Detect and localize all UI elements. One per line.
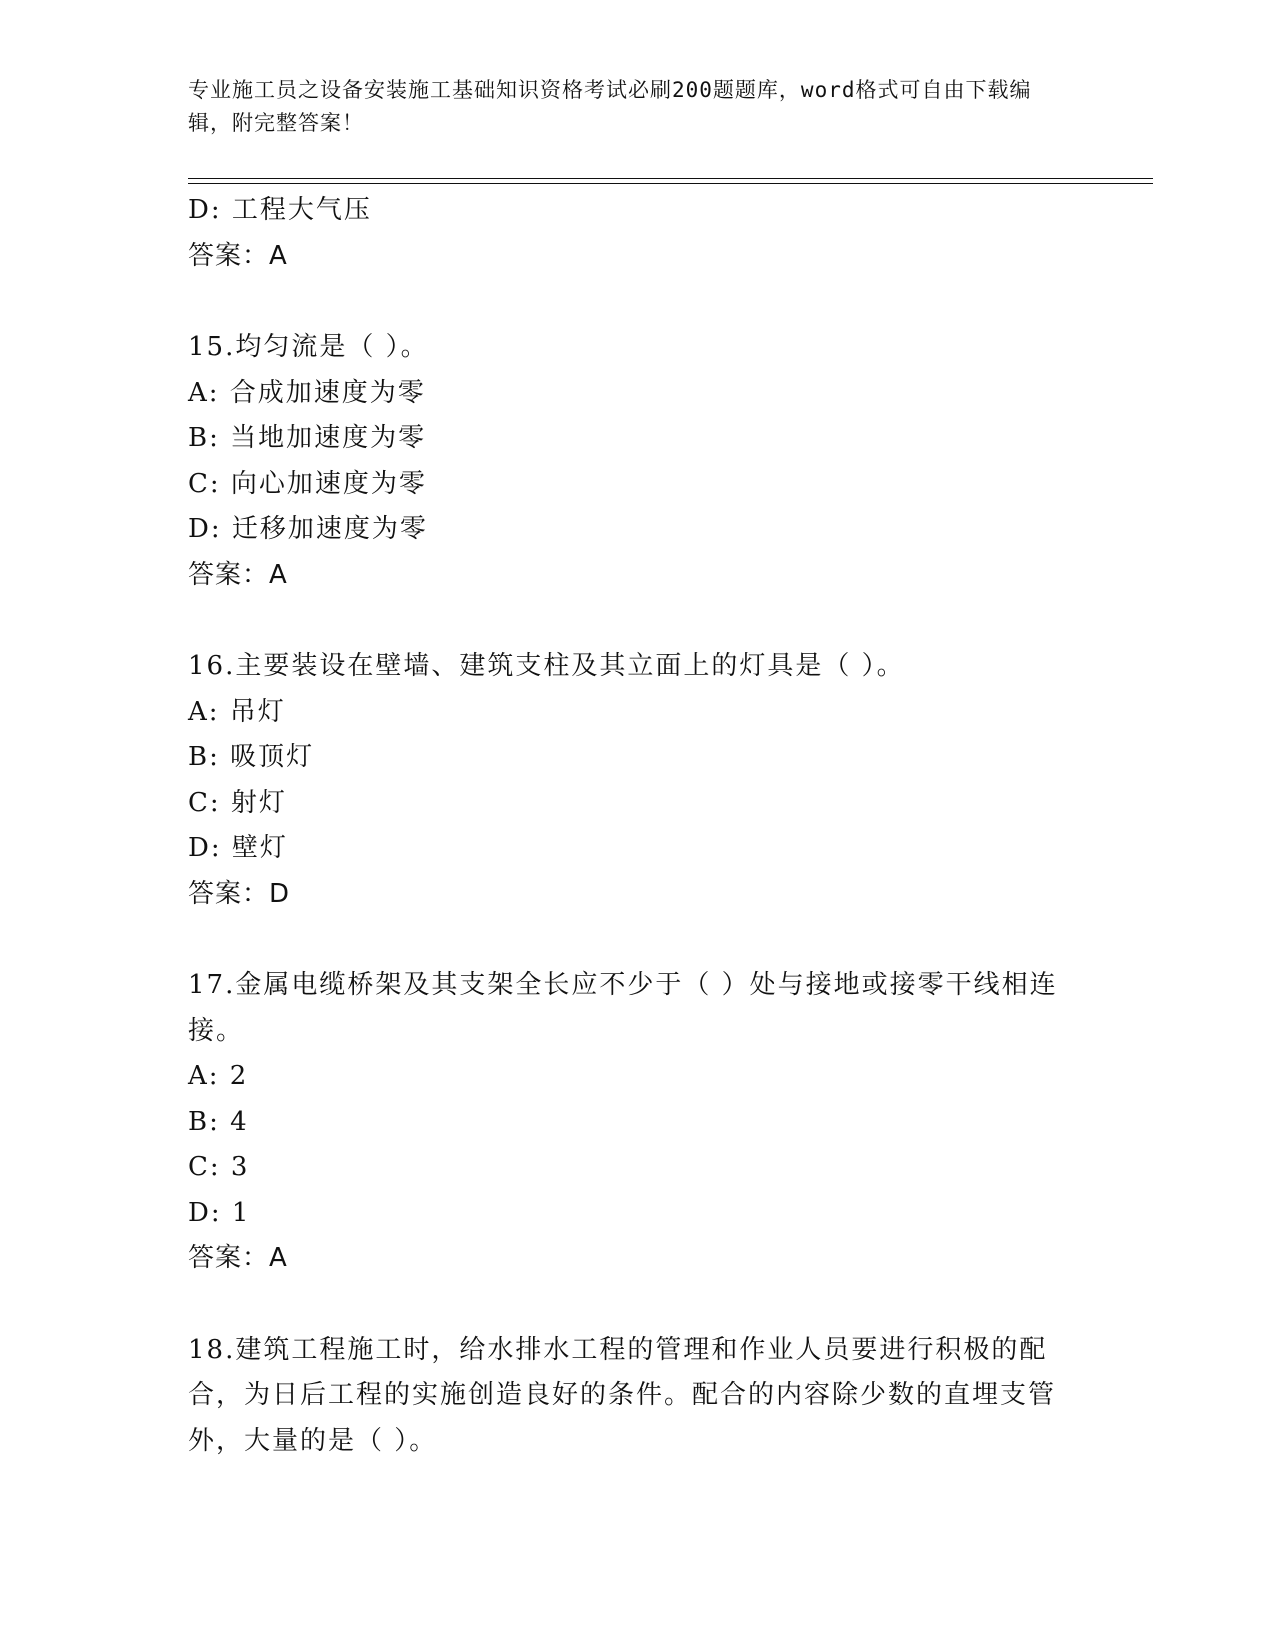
question-answer: 答案：A	[188, 1243, 288, 1273]
option-a: A: 合成加速度为零	[188, 377, 426, 408]
spacer	[188, 279, 1088, 325]
question-stem: 17.金属电缆桥架及其支架全长应不少于（ ）处与接地或接零干线相连接。	[188, 970, 1058, 1046]
question-stem: 18.建筑工程施工时，给水排水工程的管理和作业人员要进行积极的配合，为日后工程的实施创造良好的条件。配合的内容除少数的直埋支管外，大量的是（ ）。	[188, 1334, 1057, 1456]
question-stem: 16.主要装设在壁墙、建筑支柱及其立面上的灯具是（ ）。	[188, 651, 905, 681]
spacer	[188, 917, 1088, 963]
option-b: B: 4	[188, 1106, 249, 1137]
option-d: D: 1	[188, 1197, 251, 1228]
question-17	[188, 963, 1088, 1282]
option-d: D: 迁移加速度为零	[188, 514, 428, 544]
question-18	[188, 1328, 1088, 1465]
option-b: B: 当地加速度为零	[188, 423, 427, 453]
question-answer: 答案：A	[188, 559, 288, 590]
option-c: C: 3	[188, 1152, 250, 1182]
carryover-answer: 答案：A	[188, 240, 288, 271]
option-c: C: 向心加速度为零	[188, 468, 427, 499]
question-16	[188, 644, 1088, 917]
carryover-option-d: D: 工程大气压	[188, 195, 372, 225]
spacer	[188, 1282, 1088, 1328]
question-stem: 15.均匀流是（ ）。	[188, 332, 429, 362]
document-header-title: 专业施工员之设备安装施工基础知识资格考试必刷200题题库，word格式可自由下载编辑，附完整答案！	[188, 78, 1032, 135]
option-d: D: 壁灯	[188, 833, 288, 863]
option-c: C: 射灯	[188, 787, 287, 818]
option-a: A: 2	[188, 1061, 249, 1091]
question-list	[188, 188, 1088, 1464]
header-divider-top	[188, 178, 1153, 179]
question-15	[188, 325, 1088, 598]
header-divider-bottom	[188, 183, 1153, 184]
option-a: A: 吊灯	[188, 696, 286, 727]
question-answer: 答案：D	[188, 878, 291, 909]
spacer	[188, 598, 1088, 644]
option-b: B: 吸顶灯	[188, 742, 315, 772]
